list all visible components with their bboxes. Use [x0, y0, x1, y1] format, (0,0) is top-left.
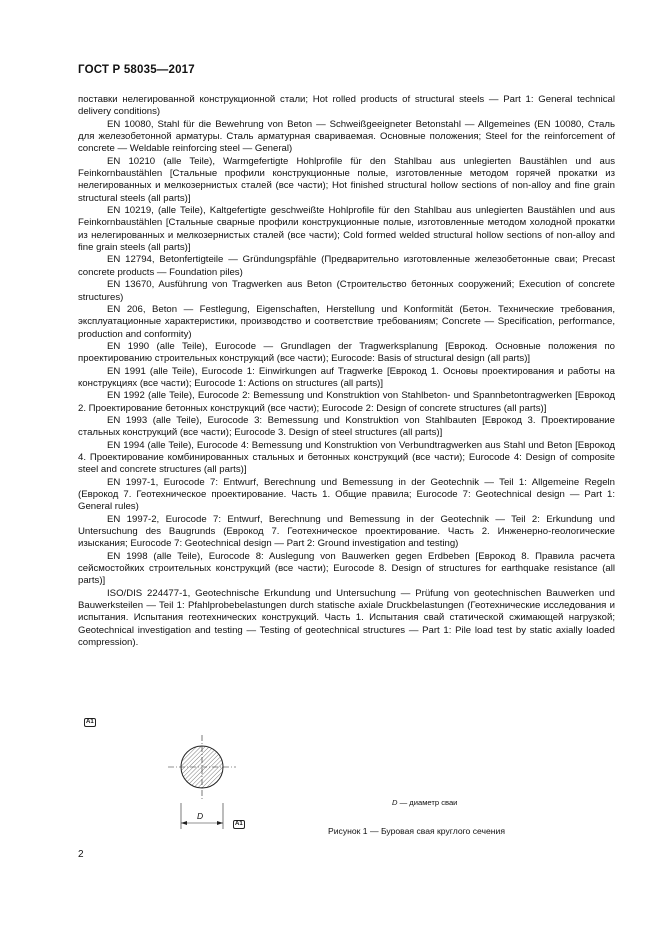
reference-paragraph: EN 1997-2, Eurocode 7: Entwurf, Berechnung und Bemessung in der Geotechnik — Teil 2: Erkundung und Untersuchung des Baugrunds (Еврокод 7. Геотехническое проектирование. Часть 2. Инженерно-геологические изыскания; Eurocode 7: Geotechnical design — Part 2: Ground investigation and testing)	[78, 513, 615, 550]
normative-references-text	[78, 94, 615, 649]
dimension-arrow-right	[217, 821, 223, 825]
legend-symbol: D	[392, 798, 398, 807]
reference-paragraph: EN 1992 (alle Teile), Eurocode 2: Bemessung und Konstruktion von Stahlbeton- und Spannbetontragwerken [Еврокод 2. Проектирование бетонных конструкций (все части); Eurocode 2: Design of concrete structures (all parts)]	[78, 390, 615, 414]
reference-paragraph: EN 206, Beton — Festlegung, Eigenschaften, Herstellung und Konformität (Бетон. Технические требования, эксплуатационные характеристики, производство и соответствие требованиям; Concrete — Specification, performance, production and conformity)	[78, 303, 615, 340]
reference-paragraph: EN 13670, Ausführung von Tragwerken aus Beton (Строительство бетонных сооружений; Execution of concrete structures)	[78, 279, 615, 303]
legend-text: — диаметр сваи	[397, 798, 458, 807]
amendment-end-marker: A1	[235, 821, 243, 827]
reference-paragraph: EN 10210 (alle Teile), Warmgefertigte Hohlprofile für den Stahlbau aus unlegierten Baustählen und aus Feinkornbaustählen [Стальные профили конструкционные полые, изготовленные методом горячей прокатки из нелегированных и мелкозернистых сталей (все части); Hot finished structural hollow sections of non-alloy and fine grain structural steels (all parts)]	[78, 155, 615, 204]
figure-caption: Рисунок 1 — Буровая свая круглого сечения	[328, 826, 505, 836]
reference-paragraph: ISO/DIS 224477-1, Geotechnische Erkundung und Untersuchung — Prüfung von geotechnischen Bauwerken und Bauwerksteilen — Teil 1: Pfahlprobebelastungen durch statische axiale Druckbelastungen (Геотехнические исследования и испытания. Испытания геотехнических конструкций. Часть 1. Испытания свай статической сжимающей нагрузкой; Geotechnical investigation and testing — Testing of geotechnical structures — Part 1: Pile load test by static axially loaded compression).	[78, 587, 615, 649]
reference-paragraph: EN 12794, Betonfertigteile — Gründungspfähle (Предварительно изготовленные железобетонные сваи; Precast concrete products — Foundation piles)	[78, 254, 615, 278]
reference-paragraph: EN 1991 (alle Teile), Eurocode 1: Einwirkungen auf Tragwerke [Еврокод 1. Основы проектирования и работы на конструкциях (все части); Eurocode 1: Actions on structures (all parts)]	[78, 365, 615, 389]
reference-paragraph: поставки нелегированной конструкционной стали; Hot rolled products of structural steels — Part 1: General technical delivery conditions)	[78, 94, 615, 118]
amendment-start-marker: A1	[86, 719, 94, 725]
dimension-label: D	[197, 811, 204, 821]
document-header: ГОСТ Р 58035—2017	[78, 64, 195, 76]
reference-paragraph: EN 1990 (alle Teile), Eurocode — Grundlagen der Tragwerksplanung [Еврокод. Основные положения по проектированию строительных конструкций (все части); Eurocode: Basis of structural design (all parts)]	[78, 340, 615, 365]
reference-paragraph: EN 10080, Stahl für die Bewehrung von Beton — Schweißgeeigneter Betonstahl — Allgemeines (EN 10080, Сталь для железобетонной арматуры. Сталь арматурная свариваемая. Основные положения; Steel for the reinforcement of concrete — Weldable reinforcing steel — General)	[78, 118, 615, 155]
reference-paragraph: EN 1993 (alle Teile), Eurocode 3: Bemessung und Konstruktion von Stahlbauten [Еврокод 3. Проектирование стальных конструкций (все части); Eurocode 3. Design of steel structures (all parts)]	[78, 414, 615, 439]
pile-cross-section-figure	[150, 725, 280, 830]
dimension-arrow-left	[181, 821, 187, 825]
reference-paragraph: EN 10219, (alle Teile), Kaltgefertigte geschweißte Hohlprofile für den Stahlbau aus unlegierten Baustählen und aus Feinkornbaustählen [Стальные сварные профили конструкционные полые, изготовленные методом холодной прокатки из нелегированных и мелкозернистых сталей (все части); Cold formed welded structural hollow sections of non-alloy and fine grain steels (all parts)]	[78, 205, 615, 254]
reference-paragraph: EN 1994 (alle Teile), Eurocode 4: Bemessung und Konstruktion von Verbundtragwerken aus Stahl und Beton [Еврокод 4. Проектирование комбинированных стальных и бетонных конструкций (все части); Eurocode 4: Design of composite steel and concrete structures (all parts)]	[78, 439, 615, 476]
reference-paragraph: EN 1997-1, Eurocode 7: Entwurf, Berechnung und Bemessung in der Geotechnik — Teil 1: Allgemeine Regeln (Еврокод 7. Геотехническое проектирование. Часть 1. Общие правила; Eurocode 7: Geotechnical design — Part 1: General rules)	[78, 476, 615, 513]
page-number: 2	[78, 849, 84, 860]
figure-legend	[392, 798, 457, 807]
reference-paragraph: EN 1998 (alle Teile), Eurocode 8: Auslegung von Bauwerken gegen Erdbeben [Еврокод 8. Правила расчета сейсмостойких строительных конструкций (все части); Eurocode 8. Design of structures for earthquake resistance (all parts)]	[78, 550, 615, 587]
